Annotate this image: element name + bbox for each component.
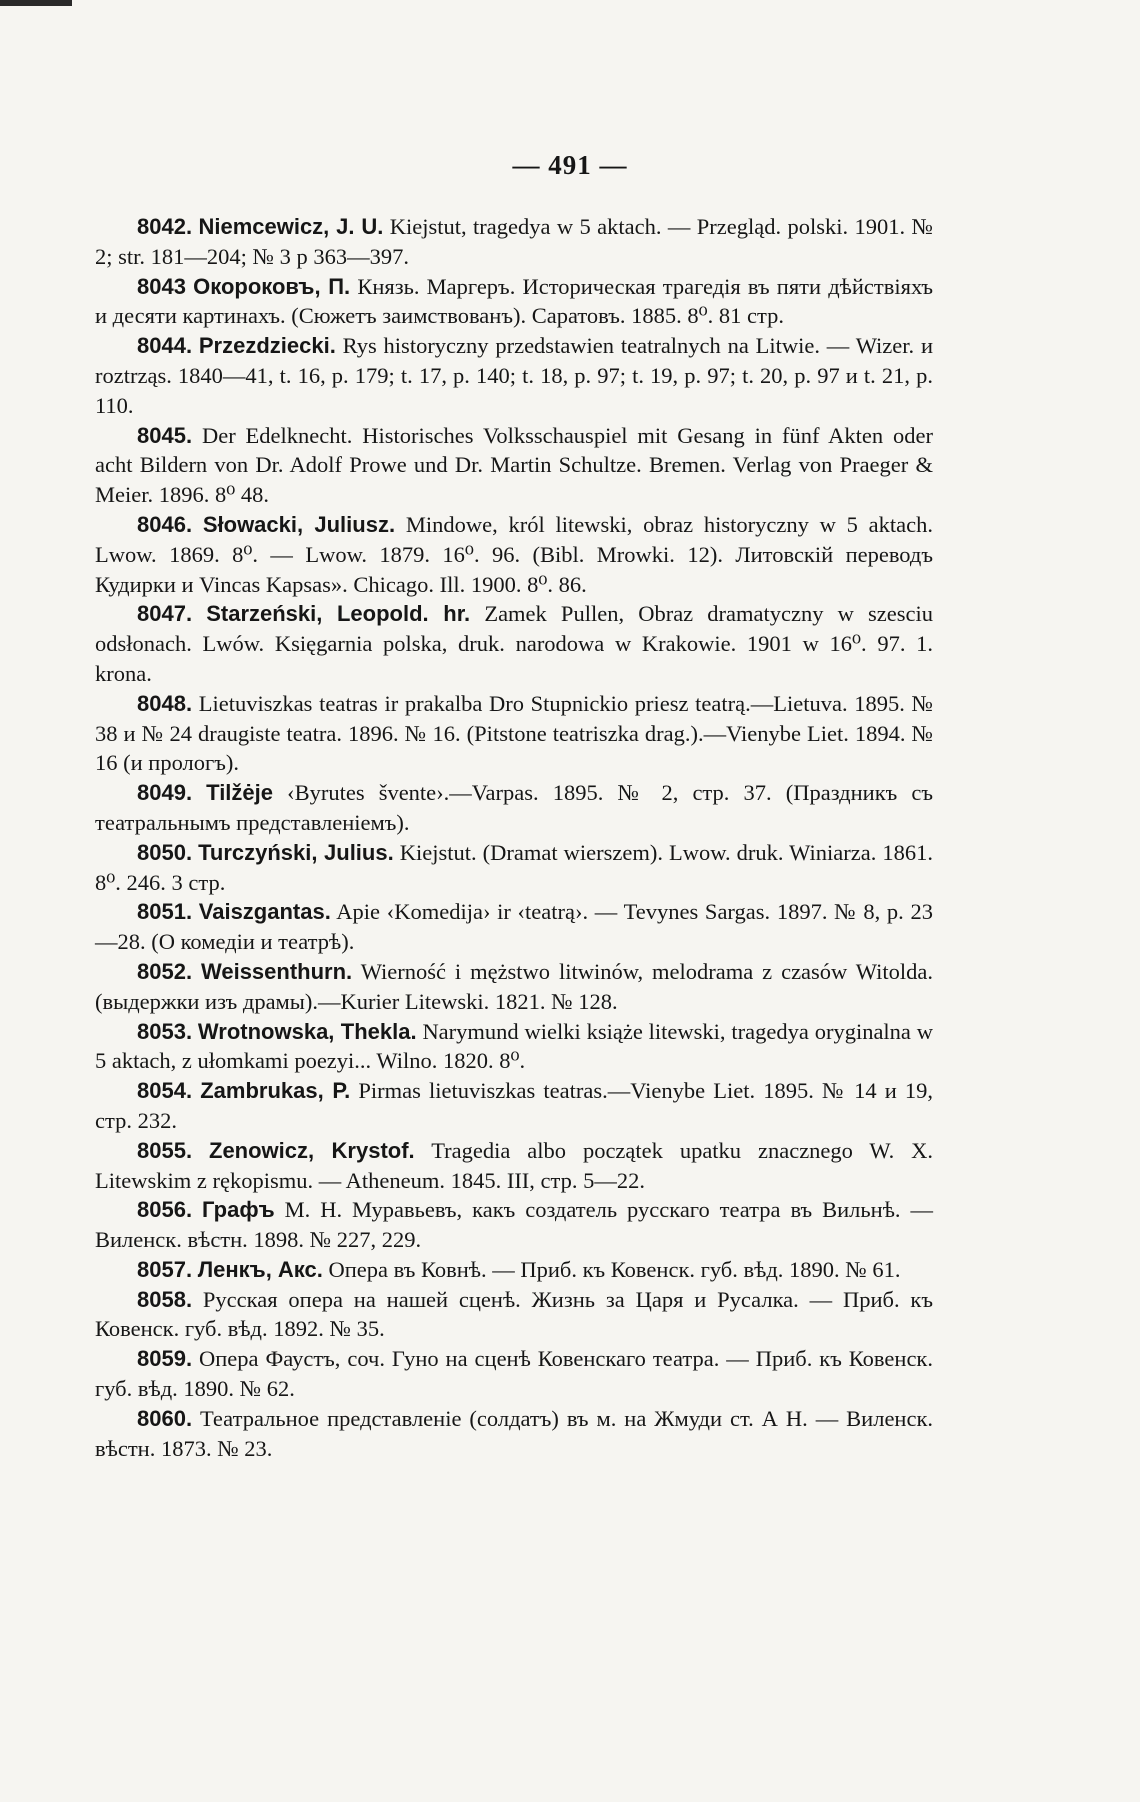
entry-number: 8058. <box>137 1286 193 1312</box>
bibliography-entry <box>95 897 933 957</box>
entry-text: Pirmas lietuviszkas teatras.—Vienybe Liet. 1895. № 14 и 19, стр. 232. <box>95 1078 934 1133</box>
entry-text: Rys historyczny przedstawien teatralnych na Litwie. — Wizer. и roztrząs. 1840—41, t. 16, p. 179; t. 17, p. 140; t. 18, p. 97; t. 19, p. 97; t. 20, p. 97 и t. 21, p. 110. <box>95 333 933 418</box>
entry-author: Starzeński, Leopold. hr. <box>206 601 471 627</box>
bibliography-entry <box>95 1136 933 1196</box>
bibliography-entry <box>95 838 933 898</box>
entry-number: 8050. <box>137 839 193 865</box>
entry-number: 8053. <box>137 1018 193 1044</box>
entry-text: Kiejstut, tragedya w 5 aktach. — Przegląd. polski. 1901. № 2; str. 181—204; № 3 p 363—397. <box>95 214 933 269</box>
entry-text: Опера въ Ковнѣ. — Приб. къ Ковенск. губ. вѣд. 1890. № 61. <box>328 1256 901 1282</box>
bibliography-entry <box>95 272 933 332</box>
entry-text: Mindowe, król litewski, obraz historyczny w 5 aktach. Lwow. 1869. 8⁰. — Lwow. 1879. 16⁰. 96. (Bibl. Mrowki. 12). Литовскій переводъ Кудирки и Vincas Kapsas». Chicago. Ill. 1900. 8⁰. 86. <box>95 511 934 597</box>
entry-author: Wrotnowska, Thekla. <box>197 1018 417 1044</box>
bibliography-entry <box>95 957 933 1017</box>
entry-author: Niemcewicz, J. U. <box>198 214 384 239</box>
entry-number: 8060. <box>137 1405 193 1431</box>
entry-author: Przezdziecki. <box>198 333 336 359</box>
bibliography-entry <box>95 689 933 778</box>
entry-number: 8057. <box>137 1256 193 1282</box>
entry-number: 8049. <box>137 780 193 806</box>
page-number: — 491 — <box>512 150 628 180</box>
entry-author: Tilžėje <box>206 780 274 806</box>
bibliography-entry <box>95 1255 933 1285</box>
entry-text: Tragedia albo początek upatku znacznego W. X. Litewskim z rękopismu. — Atheneum. 1845. III, стр. 5—22. <box>95 1137 934 1193</box>
entry-author: Ленкъ, Акс. <box>197 1256 323 1282</box>
entry-text: Опера Фаустъ, соч. Гуно на сценѣ Ковенскаго театра. — Приб. къ Ковенск. губ. вѣд. 1890. № 62. <box>95 1346 933 1402</box>
entry-number: 8047. <box>137 601 193 627</box>
entry-text: Lietuviszkas teatras ir prakalba Dro Stupnickio priesz teatrą.—Lietuva. 1895. № 38 и № 24 draugiste teatra. 1896. № 16. (Pitstone teatriszka drag.).—Vienybe Liet. 1894. № 16 (и прологъ). <box>95 690 933 776</box>
entry-author: Słowacki, Juliusz. <box>202 511 396 537</box>
bibliography-entry <box>95 1076 933 1136</box>
entry-text: Театральное представленіе (солдатъ) въ м. на Жмуди ст. А Н. — Виленск. вѣстн. 1873. № 23. <box>95 1405 934 1461</box>
entry-text: Zamek Pullen, Obraz dramatyczny w szesciu odsłonach. Lwów. Księgarnia polska, druk. narodowa w Krakowie. 1901 w 16⁰. 97. 1. krona. <box>95 601 933 686</box>
bibliography-entry <box>95 1285 933 1345</box>
bibliography-entry <box>95 778 933 838</box>
entry-number: 8046. <box>137 511 193 537</box>
entry-number: 8059. <box>137 1346 193 1372</box>
scan-edge-mark <box>0 0 72 6</box>
entry-author: Графъ <box>202 1197 275 1223</box>
entry-author: Weissenthurn. <box>200 958 353 984</box>
bibliography-entry <box>95 599 933 688</box>
entry-number: 8045. <box>137 422 193 448</box>
entry-text: Der Edelknecht. Historisches Volksschauspiel mit Gesang in fünf Akten oder acht Bildern von Dr. Adolf Prowe und Dr. Martin Schultze. Bremen. Verlag von Praeger & Meier. 1896. 8⁰ 48. <box>95 422 934 508</box>
entry-author: Zenowicz, Krystof. <box>209 1137 415 1163</box>
bibliography-entry <box>95 212 933 272</box>
bibliography-entry <box>95 1344 933 1404</box>
entry-text: Князь. Маргеръ. Историческая трагедія въ пяти дѣйствіяхъ и десяти картинахъ. (Сюжетъ заимствованъ). Саратовъ. 1885. 8⁰. 81 стр. <box>95 273 933 329</box>
bibliography-entry <box>95 1195 933 1255</box>
entry-text: М. Н. Муравьевъ, какъ создатель русскаго театра въ Вильнѣ. — Виленск. вѣстн. 1898. № 227, 229. <box>95 1197 934 1253</box>
entry-number: 8048. <box>137 690 193 716</box>
entry-number: 8042. <box>137 214 193 239</box>
entry-author: Окороковъ, П. <box>193 273 351 299</box>
entry-number: 8052. <box>137 958 193 984</box>
bibliography-entries <box>95 212 933 1463</box>
entry-number: 8056. <box>137 1197 193 1223</box>
entry-number: 8051. <box>137 899 193 925</box>
entry-text: Русская опера на нашей сценѣ. Жизнь за Царя и Русалка. — Приб. къ Ковенск. губ. вѣд. 1892. № 35. <box>95 1286 934 1342</box>
bibliography-entry <box>95 510 933 599</box>
entry-text: Narymund wielki książe litewski, tragedya oryginalna w 5 aktach, z ułomkami poezyi... Wilno. 1820. 8⁰. <box>95 1018 934 1074</box>
entry-author: Turczyński, Julius. <box>198 839 394 865</box>
bibliography-entry <box>95 331 933 420</box>
bibliography-entry <box>95 421 933 510</box>
entry-number: 8044. <box>137 333 193 359</box>
entry-text: ‹Byrutes švente›.—Varpas. 1895. № 2, стр. 37. (Праздникъ съ театральнымъ представленіемъ). <box>95 780 933 835</box>
entry-number: 8043 <box>137 273 186 299</box>
bibliography-entry <box>95 1404 933 1464</box>
entry-author: Vaiszgantas. <box>198 899 331 925</box>
entry-text: Kiejstut. (Dramat wierszem). Lwow. druk. Winiarza. 1861. 8⁰. 246. 3 стр. <box>95 839 933 895</box>
entry-number: 8055. <box>137 1137 193 1163</box>
entry-text: Wierność i mężstwo litwinów, melodrama z czasów Witolda. (выдержки изъ драмы).—Kurier Litewski. 1821. № 128. <box>95 958 934 1014</box>
entry-author: Zambrukas, P. <box>200 1078 351 1104</box>
bibliography-entry <box>95 1017 933 1077</box>
entry-text: Apie ‹Komedija› ir ‹teatrą›. — Tevynes Sargas. 1897. № 8, p. 23—28. (О комедіи и театрѣ). <box>95 899 933 955</box>
entry-number: 8054. <box>137 1078 193 1104</box>
